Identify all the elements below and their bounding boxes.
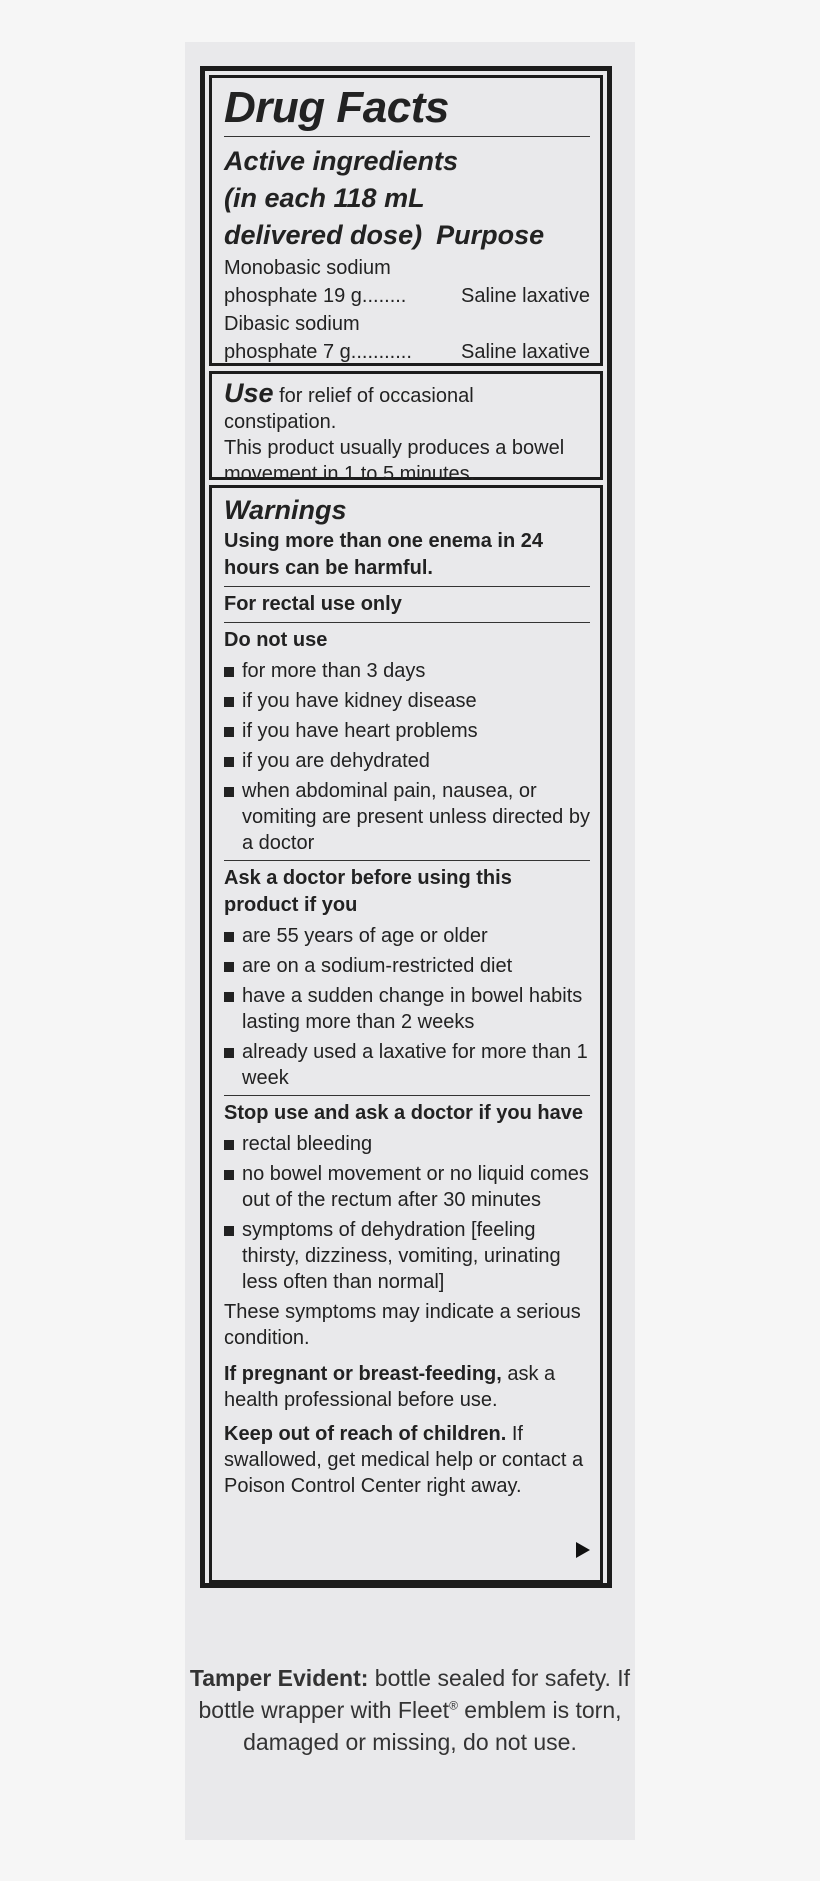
- bullet-icon: [224, 727, 234, 737]
- children-warning: Keep out of reach of children. If swallowed, get medical help or contact a Poison Control Center right away.: [224, 1423, 584, 1497]
- purpose-heading: Purpose: [436, 220, 545, 250]
- bullet-icon: [224, 667, 234, 677]
- active-ingredients-section: [209, 75, 603, 366]
- divider: [224, 586, 590, 587]
- divider: [224, 860, 590, 861]
- list-item: have a sudden change in bowel habits lasting more than 2 weeks: [224, 983, 590, 1035]
- bullet-icon: [224, 697, 234, 707]
- bullet-icon: [224, 1226, 234, 1236]
- stop-use-list: [224, 1131, 590, 1295]
- list-item: if you have heart problems: [224, 718, 590, 744]
- bullet-icon: [224, 757, 234, 767]
- bullet-icon: [224, 962, 234, 972]
- divider: [224, 622, 590, 623]
- list-item: rectal bleeding: [224, 1131, 590, 1157]
- continue-arrow-icon: [576, 1542, 590, 1558]
- use-note: This product usually produces a bowel movement in 1 to 5 minutes.: [224, 437, 565, 485]
- enema-caution: Using more than one enema in 24 hours can be harmful.: [224, 530, 543, 579]
- bullet-icon: [224, 992, 234, 1002]
- symptoms-note: These symptoms may indicate a serious condition.: [224, 1301, 581, 1349]
- registered-mark: ®: [449, 1698, 458, 1713]
- bullet-icon: [224, 932, 234, 942]
- use-text: for relief of occasional constipation.: [224, 385, 474, 433]
- ingredient-item: Monobasic sodium phosphate 19 g ........ Saline laxative: [224, 254, 590, 310]
- ask-doctor-heading: Ask a doctor before using this product if you: [224, 867, 512, 916]
- active-ingredients-heading: Active ingredients (in each 118 mL delivered dose) Purpose: [224, 146, 545, 250]
- pregnancy-warning: If pregnant or breast-feeding, ask a health professional before use.: [224, 1363, 556, 1411]
- drug-facts-title: Drug Facts: [224, 82, 590, 137]
- list-item: when abdominal pain, nausea, or vomiting are present unless directed by a doctor: [224, 778, 590, 856]
- do-not-use-heading: Do not use: [224, 629, 328, 651]
- drug-facts-label: [200, 66, 612, 1588]
- bullet-icon: [224, 787, 234, 797]
- bullet-icon: [224, 1048, 234, 1058]
- rectal-use-only: For rectal use only: [224, 593, 402, 615]
- ingredient-purpose: Saline laxative: [461, 341, 590, 363]
- divider: [224, 1095, 590, 1096]
- bullet-icon: [224, 1140, 234, 1150]
- list-item: are 55 years of age or older: [224, 923, 590, 949]
- list-item: already used a laxative for more than 1 week: [224, 1039, 590, 1091]
- bullet-icon: [224, 1170, 234, 1180]
- list-item: are on a sodium-restricted diet: [224, 953, 590, 979]
- list-item: symptoms of dehydration [feeling thirsty, dizziness, vomiting, urinating less often than normal]: [224, 1217, 590, 1295]
- warnings-section: [209, 485, 603, 1583]
- use-heading: Use: [224, 378, 274, 408]
- use-section: [209, 371, 603, 485]
- list-item: no bowel movement or no liquid comes out of the rectum after 30 minutes: [224, 1161, 590, 1213]
- ingredient-purpose: Saline laxative: [461, 285, 590, 307]
- ingredient-item: Dibasic sodium phosphate 7 g ........... Saline laxative: [224, 310, 590, 366]
- list-item: if you have kidney disease: [224, 688, 590, 714]
- tamper-evident-notice: Tamper Evident: bottle sealed for safety. If bottle wrapper with Fleet® emblem is torn, damaged or missing, do not use.: [189, 1665, 631, 1755]
- list-item: if you are dehydrated: [224, 748, 590, 774]
- warnings-heading: Warnings: [224, 495, 347, 525]
- list-item: for more than 3 days: [224, 658, 590, 684]
- do-not-use-list: [224, 658, 590, 856]
- ask-doctor-list: [224, 923, 590, 1091]
- stop-use-heading: Stop use and ask a doctor if you have: [224, 1102, 583, 1124]
